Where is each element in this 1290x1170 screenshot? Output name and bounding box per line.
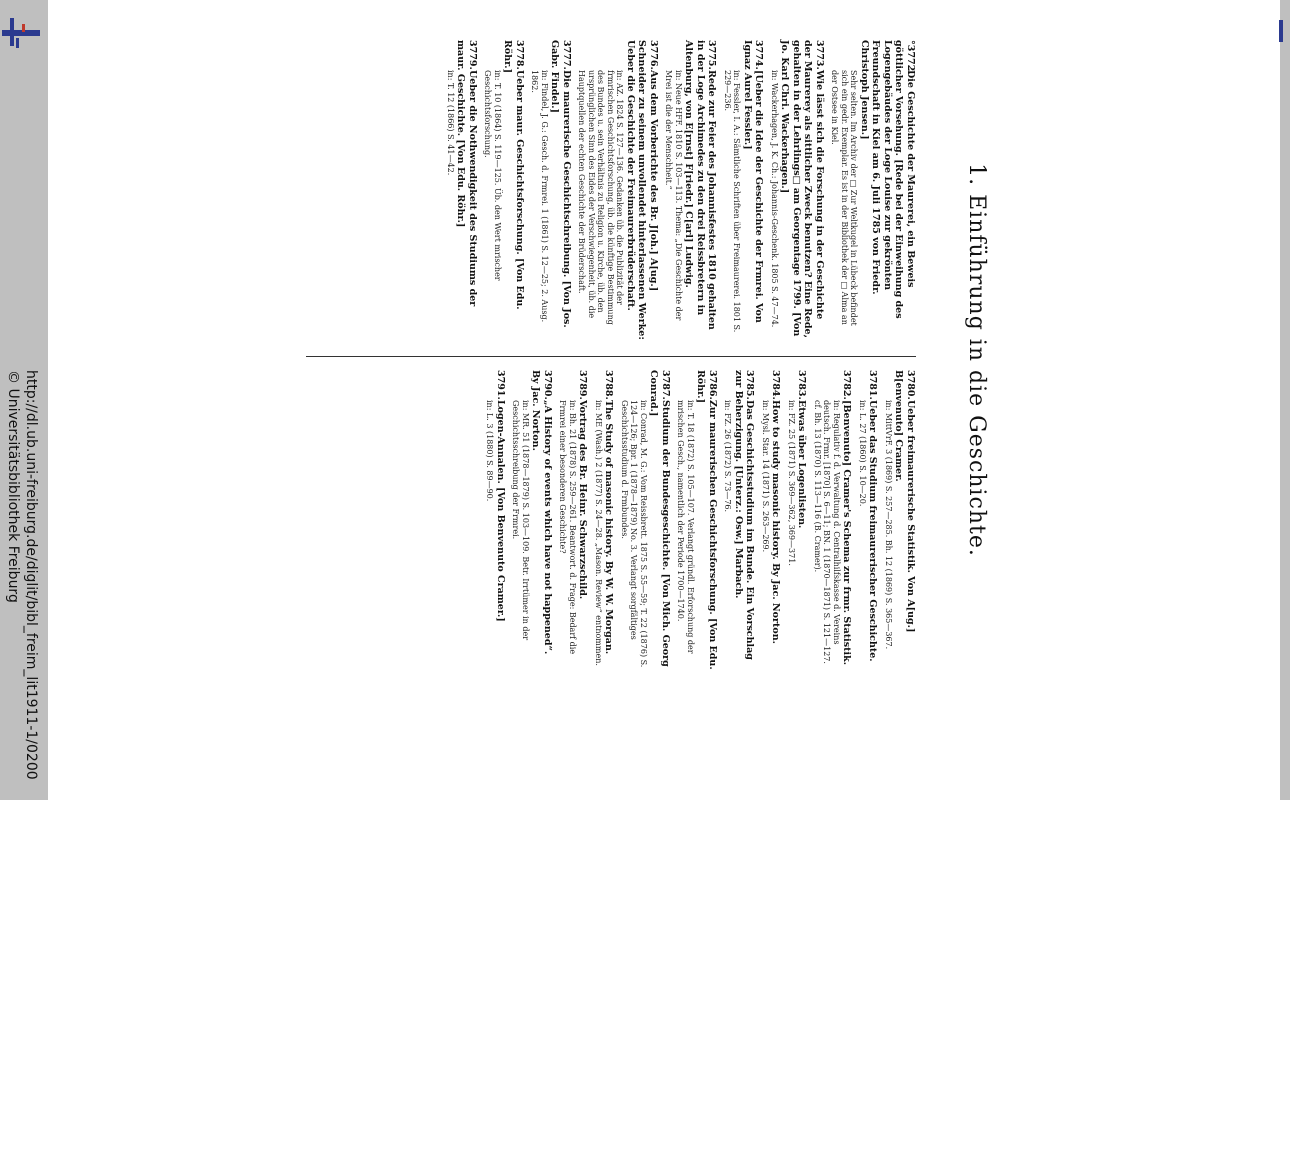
bibliography-entry [676,370,718,670]
entry-note: in: MR. 51 (1878—1879) S. 103—109. Betr. Irrtümer in der Geschichtsschreibung der Frmrei. [511,400,530,641]
entry-note: in: AZ. 1824 S. 127—136. Gedanken üb. die Publizität der frmrischen Geschichtsforschung, üb. die künftige Bestimmung des Bundes u. sein Verhältnis zu Religion u. Kirche, üb. den ursprünglichen Sinn des Eides der Verschwiegenheit, üb. die Hauptquellen der echten Geschichte der Brüderschaft. [577,70,625,325]
entry-note: in: Fessler, I. A.: Sämtliche Schriften über Freimaurerei. 1801 S. 229—236. [723,70,742,333]
entry-title: [Benvenuto] Cramer's Schema zur frmr. Statistik. [841,400,853,666]
entry-title: Wie lässt sich die Forschung in der Geschichte der Maurerey als sittlicher Zweck benutzen? Eine Rede, gehalten in der Lehrlings□ am Georgentage 1799. [Von Jo. Karl Chri. Wackerhagen.] [779,40,825,338]
bibliography-entry [761,370,782,670]
entry-note: in: L. 3 (1880) S. 89—90. [485,400,495,502]
entry-title: Die Geschichte der Maurerei, ein Beweis göttlicher Vorsehung. [Rede bei der Einweihung des Logengebäudes der Loge Louise zur gekrönten Freundschaft in Kiel am 6. Juli 1785 von Friedr. Christoph Jensen.] [859,40,916,319]
entry-number: 3786. [707,370,718,400]
bibliography-entry [770,40,826,340]
bibliography-entry [664,40,718,340]
entry-number: 3789. [577,370,589,400]
viewer-right-gutter [1280,0,1290,800]
entry-title: Ueber das Studium freimaurerischer Geschichte. [867,400,879,662]
entry-title: Ueber freimaurerische Statistik. Von A[ug.] B[envenuto] Cramer. [893,370,916,633]
entry-number: 3783. [796,370,808,400]
entry-note: in: Wackerhagen, J. K. Ch.: Johannis-Geschenk. 1805 S. 47—74. [770,70,779,328]
entry-title: Ueber maur. Geschichtsforschung. [Von Edu. Röhr.] [502,40,525,310]
entry-note: Sehr selten. Im Archiv der □ Zur Weltkugel in Lübeck befindet sich ein gedr. Exemplar. Es ist in der Bibliothek der □ Alma an der Ostsee in Kiel. [830,70,859,326]
column-divider [306,356,916,357]
entry-title: Ueber die Nothwendigkeit des Studiums der maur. Geschichte. [Von Edu. Röhr.] [455,40,478,307]
source-url[interactable]: http://dl.ub.uni-freiburg.de/diglit/bibl_freim_lit1911-1/0200 [23,370,39,780]
entry-title: [Ueber die Idee der Geschichte der Frmrei. Von Ignaz Aurel Fessler.] [742,40,765,323]
entry-note: in: MittVrF. 3 (1869) S. 257—285. Bh. 12 (1869) S. 365—367. [884,400,893,650]
library-logo-icon [2,14,42,54]
entry-note: in: Neue HFF. 1810 S. 103—113. Thema: „Die Geschichte der Mrei ist die der Menschheit.“ [664,70,683,321]
bibliography-entry [483,40,525,340]
entry-note: in: Conrad, M. G.: Vom Reissbrett. 1875 S. 55—59; T. 22 (1876) S. 124—126; Bpr. 1 (1878—1879) No. 3. Verlangt sorgfältiges Geschichtsstudium d. Frmbundes. [620,400,648,668]
entry-title: The Study of masonic history. By W. W. Morgan. [603,400,615,655]
entry-number: 3778. [514,40,525,70]
bibliography-entry [511,370,553,670]
entry-number: 3787. [660,370,671,400]
page-heading: 1. Einführung in die Geschichte. [964,163,989,557]
bibliography-entry [530,40,572,340]
entry-note: in: T. 10 (1864) S. 119—125. Üb. den Wert mrischer Geschichtsforschung. [483,70,502,281]
bibliography-entry [884,370,917,670]
entry-number: 3780. [905,370,916,400]
entry-number: °3772. [905,40,916,75]
entry-note: in: FZ. 26 (1872) S. 73—76. [723,400,733,513]
bibliography-entry [577,40,659,340]
entry-number: 3775. [706,40,718,70]
scroll-marker-icon [1279,20,1285,42]
entry-number: 3782. [841,370,853,400]
bibliography-entry [830,40,916,340]
entry-title: Vortrag des Br. Heinr. Schwarzschild. [577,400,589,600]
entry-title: Rede zur Feier des Johannisfestes 1810 gehalten in der Loge Archimedes zu den drei Reissbretern in Altenburg, von E[rnst] F[riedr.] C[arl] Ludwig. [683,40,718,330]
entry-number: 3774. [753,40,765,70]
bibliography-entry [813,370,853,670]
entry-number: 3776. [648,40,659,70]
entry-number: 3788. [603,370,615,400]
entry-number: 3773. [814,40,825,70]
entry-number: 3790. [542,370,553,400]
copyright-text: © Universitätsbibliothek Freiburg [5,370,21,603]
bibliography-entry [485,370,506,670]
entry-number: 3791. [495,370,506,400]
entry-note: in: Regulativ f. d. Verwaltung d. Centralhilfskasse d. Vereins deutsch. Frmr. [1870] S. 6—11; BN. 1 (1870—1871) S. 121—127. cf. Bh. 13 (1870) S. 113—116 (B. Cramer). [813,400,841,664]
entry-title: „A History of events which have not happened“. By Jac. Norton. [530,370,553,655]
entry-note: in: Findel, J. G.: Gesch. d. Frmrei. 1 (1861) S. 12—25; 2. Ausg. 1862. [530,70,549,323]
entry-note: in: T. 12 (1866) S. 41—42. [446,70,455,176]
entry-note: in: Mysl. Star. 14 (1871) S. 263—269. [761,400,770,553]
entry-number: 3784. [770,370,782,400]
bibliography-entry [787,370,808,670]
bibliography-entry [594,370,615,670]
entry-title: Etwas über Logenlisten. [796,400,808,529]
bibliography-entry [723,40,765,340]
entry-title: Zur maurerischen Geschichtsforschung. [Von Edu. Röhr.] [695,370,718,670]
entry-note: in: T. 18 (1872) S. 105—107. Verlangt gründl. Erforschung der mrischen Gesch., namentlich der Periode 1700—1740. [676,400,695,654]
entry-title: Studium der Bundesgeschichte. [Von Mich. Georg Conrad.] [648,370,671,667]
bibliography-entry [446,40,479,340]
bibliography-entry [620,370,672,670]
entry-number: 3781. [867,370,879,400]
entry-title: Logen-Annalen. [Von Benvenuto Cramer.] [495,400,506,622]
entry-title: How to study masonic history. By Jac. Norton. [770,400,782,644]
entry-note: in: Bh. 21 (1878) S. 259—261. Beantwort. d. Frage: Bedarf die Frmrei einer besonderen Geschichte? [558,400,577,655]
source-citation [4,370,40,1170]
scanned-page [280,40,1000,680]
left-column [441,40,917,340]
entry-title: Aus dem Vorberichte des Br. J[oh.] A[ug.] Schneider zu seinem unvollendet hinterlassenen Werke: Ueber die Geschichte der Freimaurerbrüderschaft. [625,40,659,340]
bibliography-entry [858,370,879,670]
bibliography-entry [558,370,589,670]
bibliography-entry [723,370,756,670]
entry-note: in: ME (Wash.) 2 (1877) S. 24—28. „Mason. Review“ entnommen. [594,400,603,666]
entry-note: in: FZ. 25 (1871) S. 369—362, 369—371. [787,400,796,566]
entry-title: Die maurerische Geschichtschreibung. [Von Jos. Gabr. Findel.] [549,40,572,328]
entry-number: 3777. [561,40,572,70]
entry-number: 3779. [467,40,478,70]
entry-number: 3785. [744,370,756,400]
entry-title: Das Geschichtsstudium im Bunde. Ein Vorschlag zur Beherzigung. [Unterz.: Osw.] Marbach. [733,370,756,660]
right-column [480,370,916,670]
entry-note: in: L. 27 (1860) S. 10—20. [858,400,867,507]
